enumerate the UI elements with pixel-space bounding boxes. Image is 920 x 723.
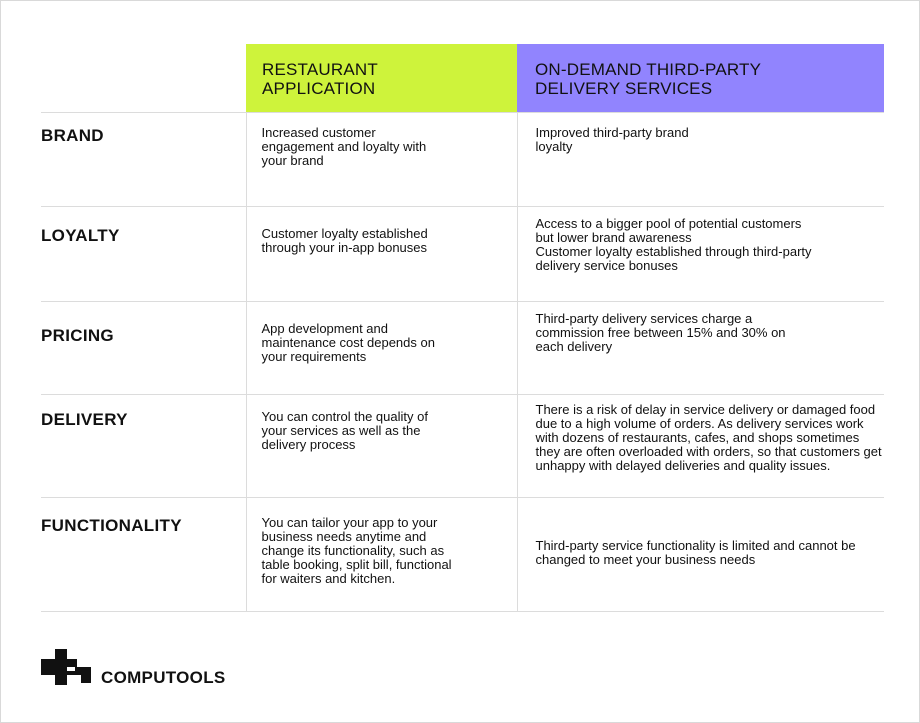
- row-label-brand: BRAND: [41, 112, 246, 206]
- cell-text: There is a risk of delay in service delivery or damaged food due to a high volume of orders. As delivery services work with dozens of restaurants, cafes, and shops sometimes they are often overloaded with orders, so that customers get unhappy with delayed deliveries and quality issues.: [535, 401, 882, 473]
- row-label-pricing: PRICING: [41, 301, 246, 394]
- comparison-table: [41, 44, 884, 612]
- cell-third-party-loyalty: [517, 206, 884, 301]
- cell-text: App development and maintenance cost depends on your requirements: [261, 320, 435, 364]
- header-restaurant-application: [246, 44, 517, 112]
- cell-third-party-delivery: [517, 394, 884, 497]
- table-row-pricing: [41, 301, 884, 394]
- cell-text: You can control the quality of your services as well as the delivery process: [261, 408, 428, 452]
- cell-text: You can tailor your app to your business needs anytime and change its functionality, such as table booking, split bill, functional for waiters and kitchen.: [261, 514, 452, 586]
- header-third-party-delivery: [517, 44, 884, 112]
- cell-text: Increased customer engagement and loyalty with your brand: [261, 124, 427, 168]
- row-label-functionality: FUNCTIONALITY: [41, 497, 246, 611]
- brand-footer: [41, 646, 226, 688]
- table-row-functionality: [41, 497, 884, 611]
- cell-restaurant-pricing: [246, 301, 517, 394]
- cell-text: Third-party delivery services charge a commission free between 15% and 30% on each delivery: [535, 310, 786, 354]
- cell-restaurant-delivery: [246, 394, 517, 497]
- header-restaurant-label: RESTAURANT APPLICATION: [262, 60, 378, 98]
- cell-restaurant-functionality: [246, 497, 517, 611]
- cell-third-party-functionality: [517, 497, 884, 611]
- cell-text: Third-party service functionality is limited and cannot be changed to meet your business needs: [535, 537, 856, 567]
- row-label-delivery: DELIVERY: [41, 394, 246, 497]
- cell-restaurant-brand: [246, 112, 517, 206]
- table-row-delivery: [41, 394, 884, 497]
- computools-logo-icon: [41, 649, 91, 685]
- cell-third-party-pricing: [517, 301, 884, 394]
- cell-restaurant-loyalty: [246, 206, 517, 301]
- brand-name: COMPUTOOLS: [101, 668, 226, 687]
- cell-text: Improved third-party brand loyalty: [535, 124, 689, 154]
- cell-text-secondary: Customer loyalty established through third-party delivery service bonuses: [535, 243, 812, 273]
- table-header-row: [41, 44, 884, 112]
- cell-third-party-brand: [517, 112, 884, 206]
- row-label-loyalty: LOYALTY: [41, 206, 246, 301]
- header-blank-cell: [41, 44, 246, 112]
- cell-text: Customer loyalty established through your in-app bonuses: [261, 225, 428, 255]
- cell-text: Access to a bigger pool of potential customers but lower brand awareness: [535, 215, 802, 245]
- table-row-loyalty: [41, 206, 884, 301]
- table-row-brand: [41, 112, 884, 206]
- header-third-party-label: ON-DEMAND THIRD-PARTY DELIVERY SERVICES: [535, 60, 761, 98]
